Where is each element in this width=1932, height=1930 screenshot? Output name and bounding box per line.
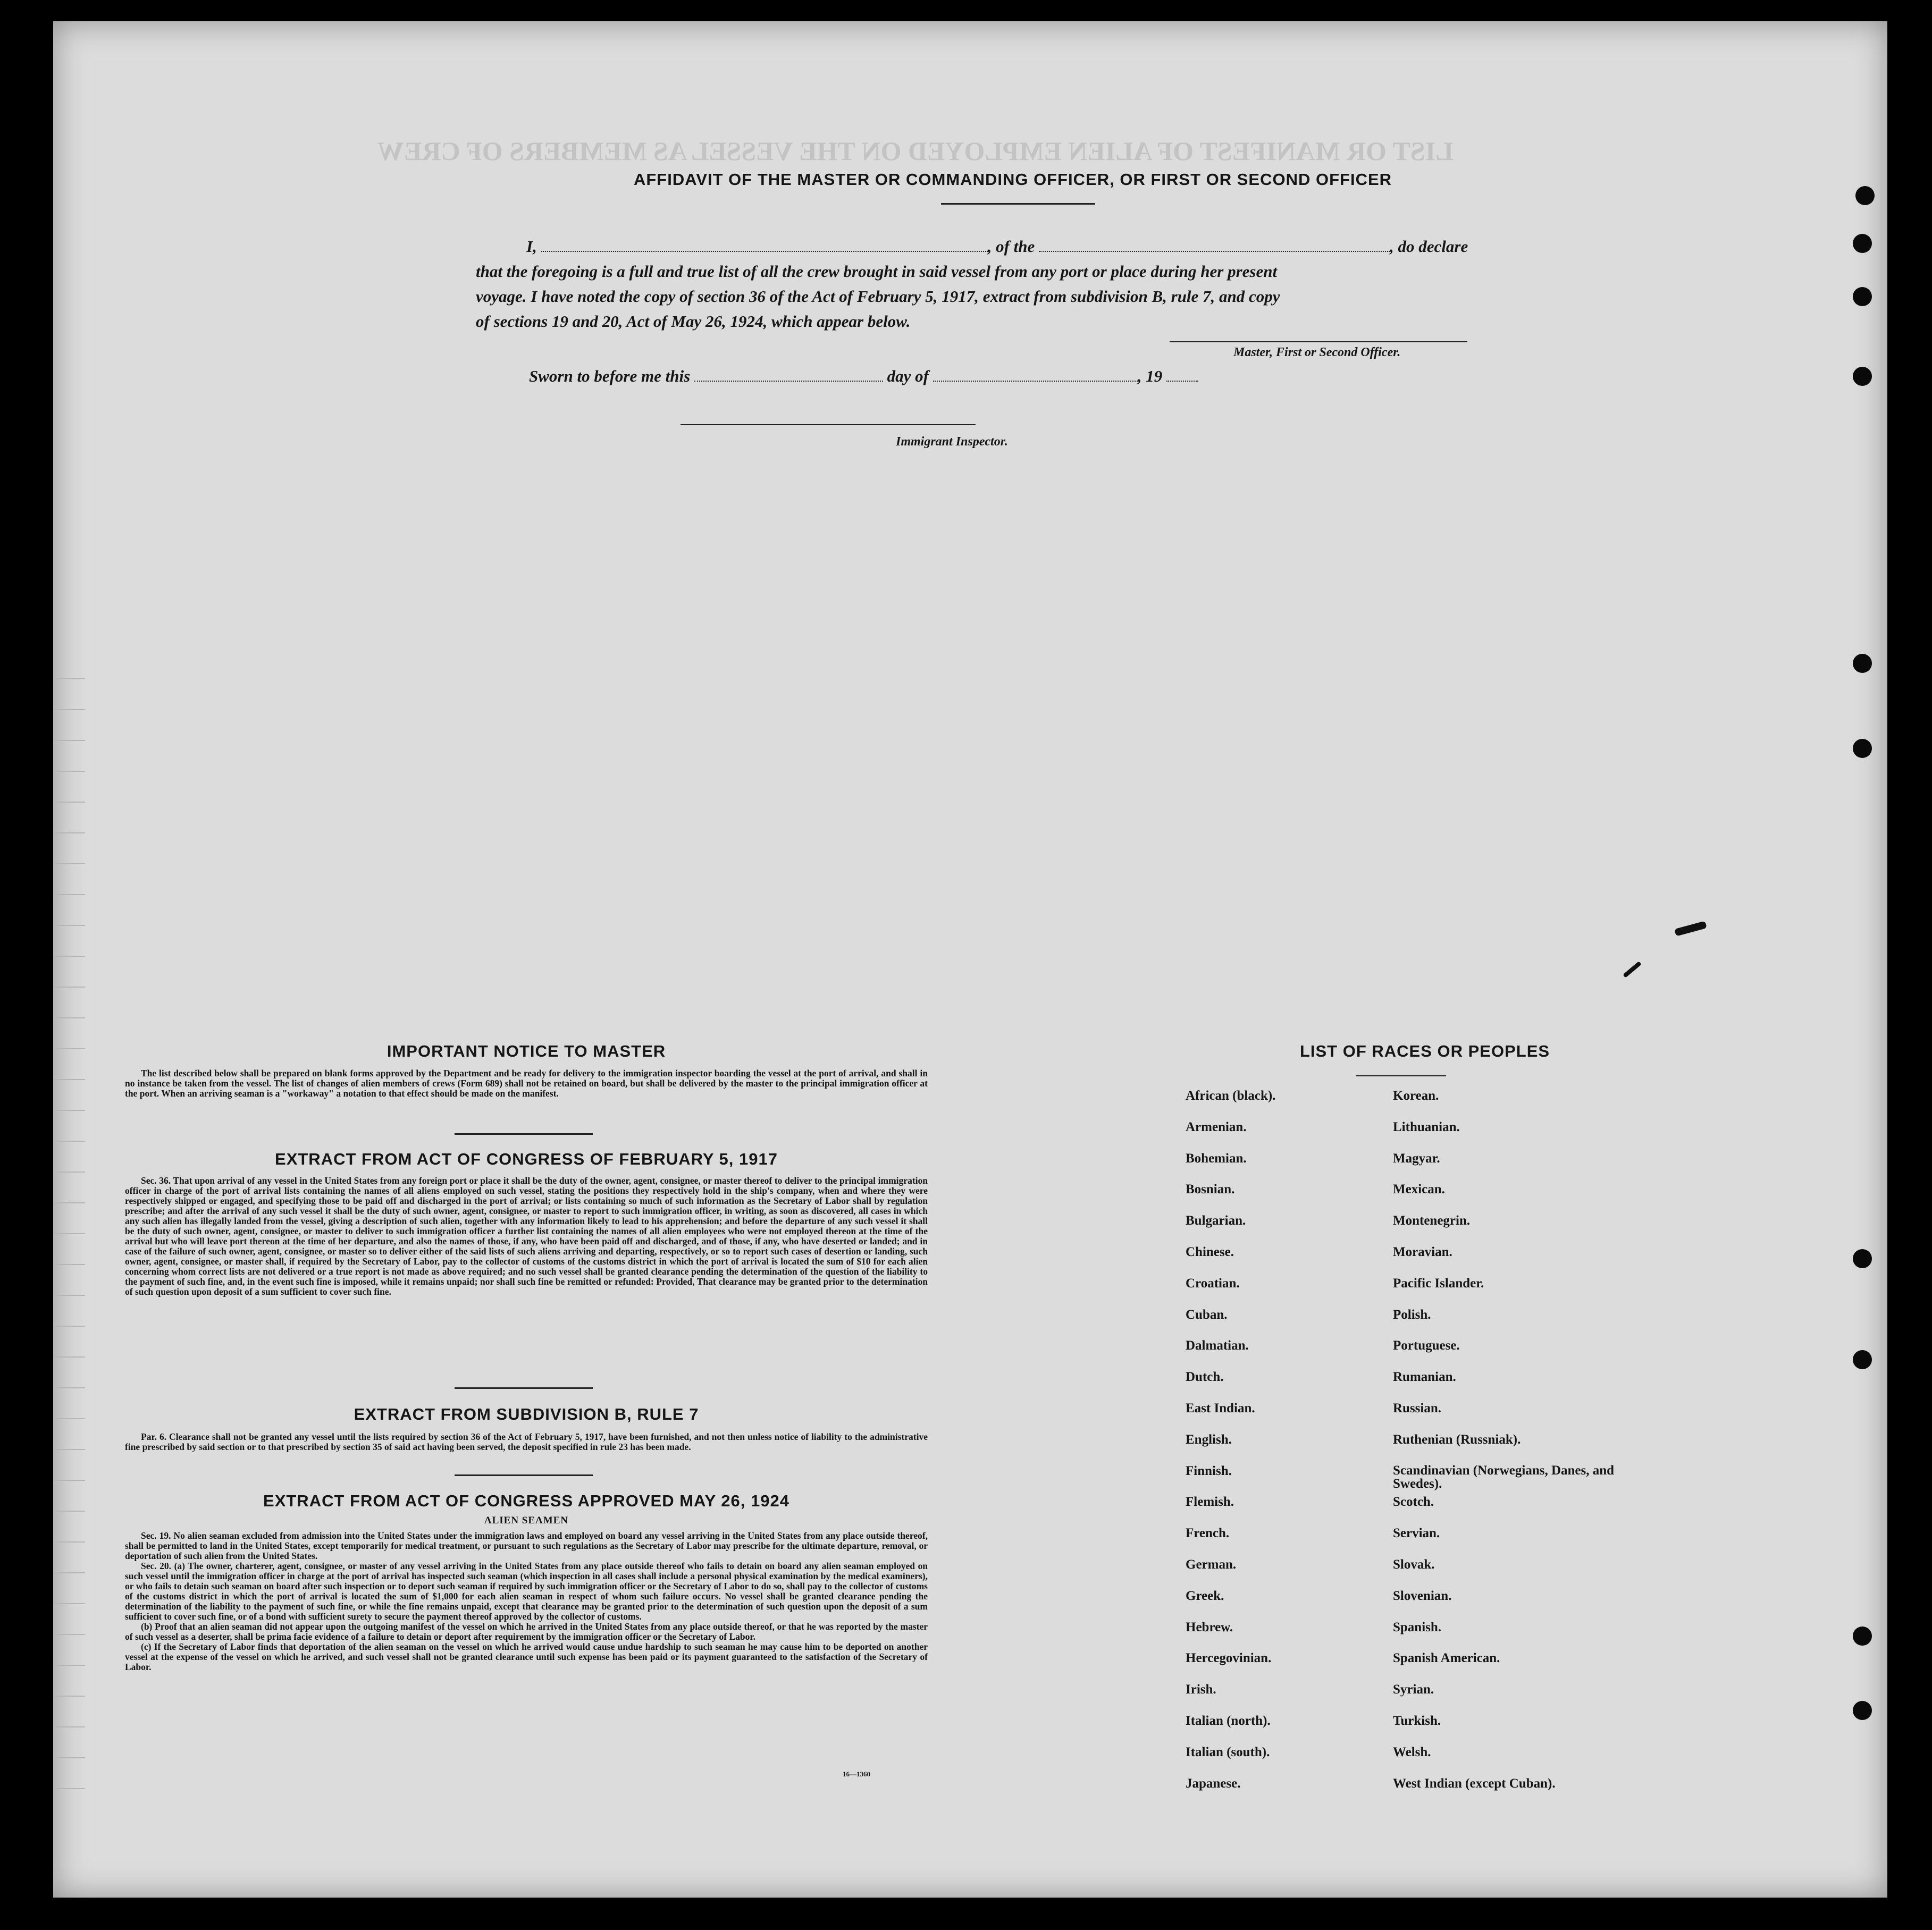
alien-seamen-subtitle: ALIEN SEAMEN xyxy=(484,1515,569,1526)
race-item: Cuban. xyxy=(1186,1307,1228,1322)
extract-1924-text xyxy=(125,1531,928,1672)
race-item: Slovenian. xyxy=(1393,1588,1452,1603)
punch-hole xyxy=(1855,186,1875,205)
race-item: Flemish. xyxy=(1186,1495,1234,1510)
punch-hole xyxy=(1853,1350,1872,1369)
inspector-caption: Immigrant Inspector. xyxy=(896,435,1008,449)
race-item: Turkish. xyxy=(1393,1713,1441,1728)
ink-mark xyxy=(1674,921,1707,936)
race-item: Russian. xyxy=(1393,1401,1442,1415)
affidavit-title-rule xyxy=(941,203,1095,205)
race-item: Rumanian. xyxy=(1393,1370,1456,1385)
race-item: Spanish American. xyxy=(1393,1651,1500,1666)
rule7-rule xyxy=(455,1474,593,1476)
race-item: Spanish. xyxy=(1393,1620,1442,1634)
race-item: Syrian. xyxy=(1393,1682,1434,1697)
bleed-through-header: LIST OR MANIFEST OF ALIEN EMPLOYED ON THE VESSEL AS MEMBERS OF CREW xyxy=(377,136,1454,166)
inspector-signature-line xyxy=(681,424,976,425)
race-item: Welsh. xyxy=(1393,1744,1431,1759)
punch-hole xyxy=(1853,739,1872,758)
race-item: Italian (north). xyxy=(1186,1713,1271,1728)
punch-hole xyxy=(1853,367,1872,386)
race-item: Scotch. xyxy=(1393,1495,1434,1510)
extract-1917-rule xyxy=(455,1387,593,1389)
race-item: Greek. xyxy=(1186,1588,1224,1603)
rule7-text: Par. 6. Clearance shall not be granted any vessel until the lists required by section 36 of the Act of February 5, 1917, have been furnished, and not then unless notice of liability to the administrative fine prescribed by said section or to that prescribed by section 35 of said act having been served, the deposit specified in rule 23 has been made. xyxy=(125,1431,928,1452)
race-item: West Indian (except Cuban). xyxy=(1393,1776,1556,1791)
race-item: Portuguese. xyxy=(1393,1338,1460,1353)
race-item: Servian. xyxy=(1393,1526,1440,1541)
race-item: German. xyxy=(1186,1557,1237,1572)
punch-hole xyxy=(1853,654,1872,673)
race-item: Magyar. xyxy=(1393,1151,1440,1166)
race-item: Hebrew. xyxy=(1186,1620,1233,1634)
race-item: Ruthenian (Russniak). xyxy=(1393,1432,1521,1447)
form-number: 16—1360 xyxy=(843,1770,870,1778)
races-title: LIST OF RACES OR PEOPLES xyxy=(1299,1042,1550,1060)
race-item: Italian (south). xyxy=(1186,1744,1270,1759)
race-item: Finnish. xyxy=(1186,1463,1232,1478)
document-sheet xyxy=(53,21,1887,1898)
affidavit-title: AFFIDAVIT OF THE MASTER OR COMMANDING OFFICER, OR FIRST OR SECOND OFFICER xyxy=(633,170,1392,189)
race-item: Armenian. xyxy=(1186,1119,1247,1134)
race-item: Montenegrin. xyxy=(1393,1213,1471,1228)
race-item: East Indian. xyxy=(1186,1401,1255,1415)
race-item: Hercegovinian. xyxy=(1186,1651,1272,1666)
race-item: Moravian. xyxy=(1393,1244,1452,1259)
sec19-text: Sec. 19. No alien seaman excluded from admission into the United States under the immigration laws and employed on board any vessel arriving in the United States from any place outside thereof, shall be permitted to land in the United States, except temporarily for medical treatment, or pursuant to such regulations as the Secretary of Labor may prescribe for the ultimate departure, removal, or deportation of such alien from the United States. xyxy=(125,1530,928,1561)
punch-hole xyxy=(1853,1701,1872,1720)
race-item: Bohemian. xyxy=(1186,1151,1247,1166)
race-item: French. xyxy=(1186,1526,1230,1541)
race-item: Dalmatian. xyxy=(1186,1338,1249,1353)
notice-title: IMPORTANT NOTICE TO MASTER xyxy=(387,1042,666,1060)
race-item: Chinese. xyxy=(1186,1244,1234,1259)
race-item: Japanese. xyxy=(1186,1776,1241,1791)
race-item: Bulgarian. xyxy=(1186,1213,1246,1228)
rule7-title: EXTRACT FROM SUBDIVISION B, RULE 7 xyxy=(354,1405,699,1423)
race-item: Bosnian. xyxy=(1186,1182,1235,1197)
left-margin-ruling xyxy=(53,648,85,1818)
ink-mark xyxy=(1623,961,1642,978)
race-item: Dutch. xyxy=(1186,1370,1224,1385)
notice-text: The list described below shall be prepared on blank forms approved by the Department and be ready for delivery to the immigration inspector boarding the vessel at the port of arrival, and shall in no instance be taken from the vessel. The list of changes of alien members of crews (Form 689) shall not be retained on board, but shall be delivered by the master to the principal immigration officer at the port. When an arriving seaman is a "workaway" a notation to that effect should be made on the manifest. xyxy=(125,1068,928,1099)
race-item: Croatian. xyxy=(1186,1276,1240,1291)
race-item: English. xyxy=(1186,1432,1232,1447)
race-item: Scandinavian (Norwegians, Danes, and Swedes). xyxy=(1393,1463,1615,1491)
race-item: Irish. xyxy=(1186,1682,1216,1697)
sec20b-text: (b) Proof that an alien seaman did not appear upon the outgoing manifest of the vessel on which he arrived in the United States from any place outside thereof, or that he was reported by the master of such vessel as a deserter, shall be prima facie evidence of a failure to detain or deport after requirement by the immigration officer or the Secretary of Labor. xyxy=(125,1621,928,1642)
punch-hole xyxy=(1853,234,1872,253)
race-item: Korean. xyxy=(1393,1089,1439,1103)
punch-hole xyxy=(1853,1249,1872,1268)
sec20a-text: Sec. 20. (a) The owner, charterer, agent, consignee, or master of any vessel arriving in the United States from any place outside thereof who fails to detain on board any alien seaman employed on such vessel until the immigration officer in charge at the port of arrival has inspected such seaman (which inspection in all cases shall include a personal physical examination by the medical examiners), or who fails to detain such seaman on board after such inspection or to deport such seaman if required by such immigration officer or the Secretary of Labor to do so, shall pay to the collector of customs of the customs district in which the port of arrival is located the sum of $1,000 for each alien seaman in respect of whom such failure occurs. No vessel shall be granted clearance pending the determination of the liability to the payment of such fine, or while the fine remains unpaid, except that clearance may be granted prior to the determination of such question upon the deposit of a sum sufficient to cover such fine, or of a bond with sufficient surety to secure the payment thereof approved by the collector of customs. xyxy=(125,1561,928,1622)
races-title-rule xyxy=(1356,1075,1446,1076)
race-item: African (black). xyxy=(1186,1089,1276,1103)
extract-1917-title: EXTRACT FROM ACT OF CONGRESS OF FEBRUARY 5, 1917 xyxy=(275,1150,778,1168)
notice-rule xyxy=(455,1133,593,1135)
sworn-line: Sworn to before me this day of , 19 xyxy=(529,367,1198,386)
extract-1917-text: Sec. 36. That upon arrival of any vessel in the United States from any foreign port or place it shall be the duty of the owner, agent, consignee, or master thereof to deliver to the principal immigration officer in charge of the port of arrival lists containing the names of all aliens employed on such vessel, stating the positions they respectively hold in the ship's company, when and where they were respectively shipped or engaged, and specifying those to be paid off and discharged in the port of arrival; or lists containing so much of such information as the Secretary of Labor shall by regulation prescribe; and after the arrival of any such vessel it shall be the duty of such owner, agent, consignee, or master to report to such immigration officer, in writing, as soon as discovered, all cases in which any such alien has illegally landed from the vessel, giving a description of such alien, together with any information likely to lead to his apprehension; and before the departure of any such vessel it shall be the duty of such owner, agent, consignee, or master to deliver to such immigration officer a further list containing the names of all alien employees who were not employed thereon at the time of the arrival but who will leave port thereon at the time of her departure, and also the names of those, if any, who have been paid off and discharged, and of those, if any, who have deserted or landed; and in case of the failure of such owner, agent, consignee, or master so to deliver either of the said lists of such aliens arriving and departing, respectively, or so to report such cases of desertion or landing, such owner, agent, consignee, or master shall, if required by the Secretary of Labor, pay to the collector of customs of the customs district in which the port of arrival is located the sum of $10 for each alien concerning whom correct lists are not delivered or a true report is not made as above required; and no such vessel shall be granted clearance pending the determination of the question of the liability to the payment of such fine, and, in the event such fine is imposed, while it remains unpaid; nor shall such fine be remitted or refunded: Provided, That clearance may be granted prior to the determination of such question upon deposit of a sum sufficient to cover such fine. xyxy=(125,1175,928,1297)
race-item: Slovak. xyxy=(1393,1557,1435,1572)
punch-hole xyxy=(1853,287,1872,306)
races-column-1 xyxy=(1186,1089,1388,1807)
race-item: Lithuanian. xyxy=(1393,1119,1460,1134)
master-signature-line xyxy=(1170,341,1467,342)
extract-1924-title: EXTRACT FROM ACT OF CONGRESS APPROVED MAY 26, 1924 xyxy=(263,1491,789,1510)
punch-hole xyxy=(1853,1626,1872,1646)
master-signature-caption: Master, First or Second Officer. xyxy=(1233,345,1401,359)
race-item: Mexican. xyxy=(1393,1182,1445,1197)
race-item: Pacific Islander. xyxy=(1393,1276,1484,1291)
races-column-2 xyxy=(1393,1089,1643,1807)
sec20c-text: (c) If the Secretary of Labor finds that deportation of the alien seaman on the vessel on which he arrived would cause undue hardship to such seaman he may cause him to be deported on another vessel at the expense of the vessel on which he arrived, and such vessel shall not be granted clearance until such expense has been paid or its payment guaranteed to the satisfaction of the Secretary of Labor. xyxy=(125,1641,928,1672)
race-item: Polish. xyxy=(1393,1307,1431,1322)
affidavit-body: I, , of the , do declare that the foregoing is a full and true list of all the crew brought in said vessel from any port or place during her present voyage. I have noted the copy of section 36 of the Act of February 5, 1917, extract from subdivision B, rule 7, and copy of sections 19 and 20, Act of May 26, 1924, which appear below. xyxy=(476,237,1468,331)
